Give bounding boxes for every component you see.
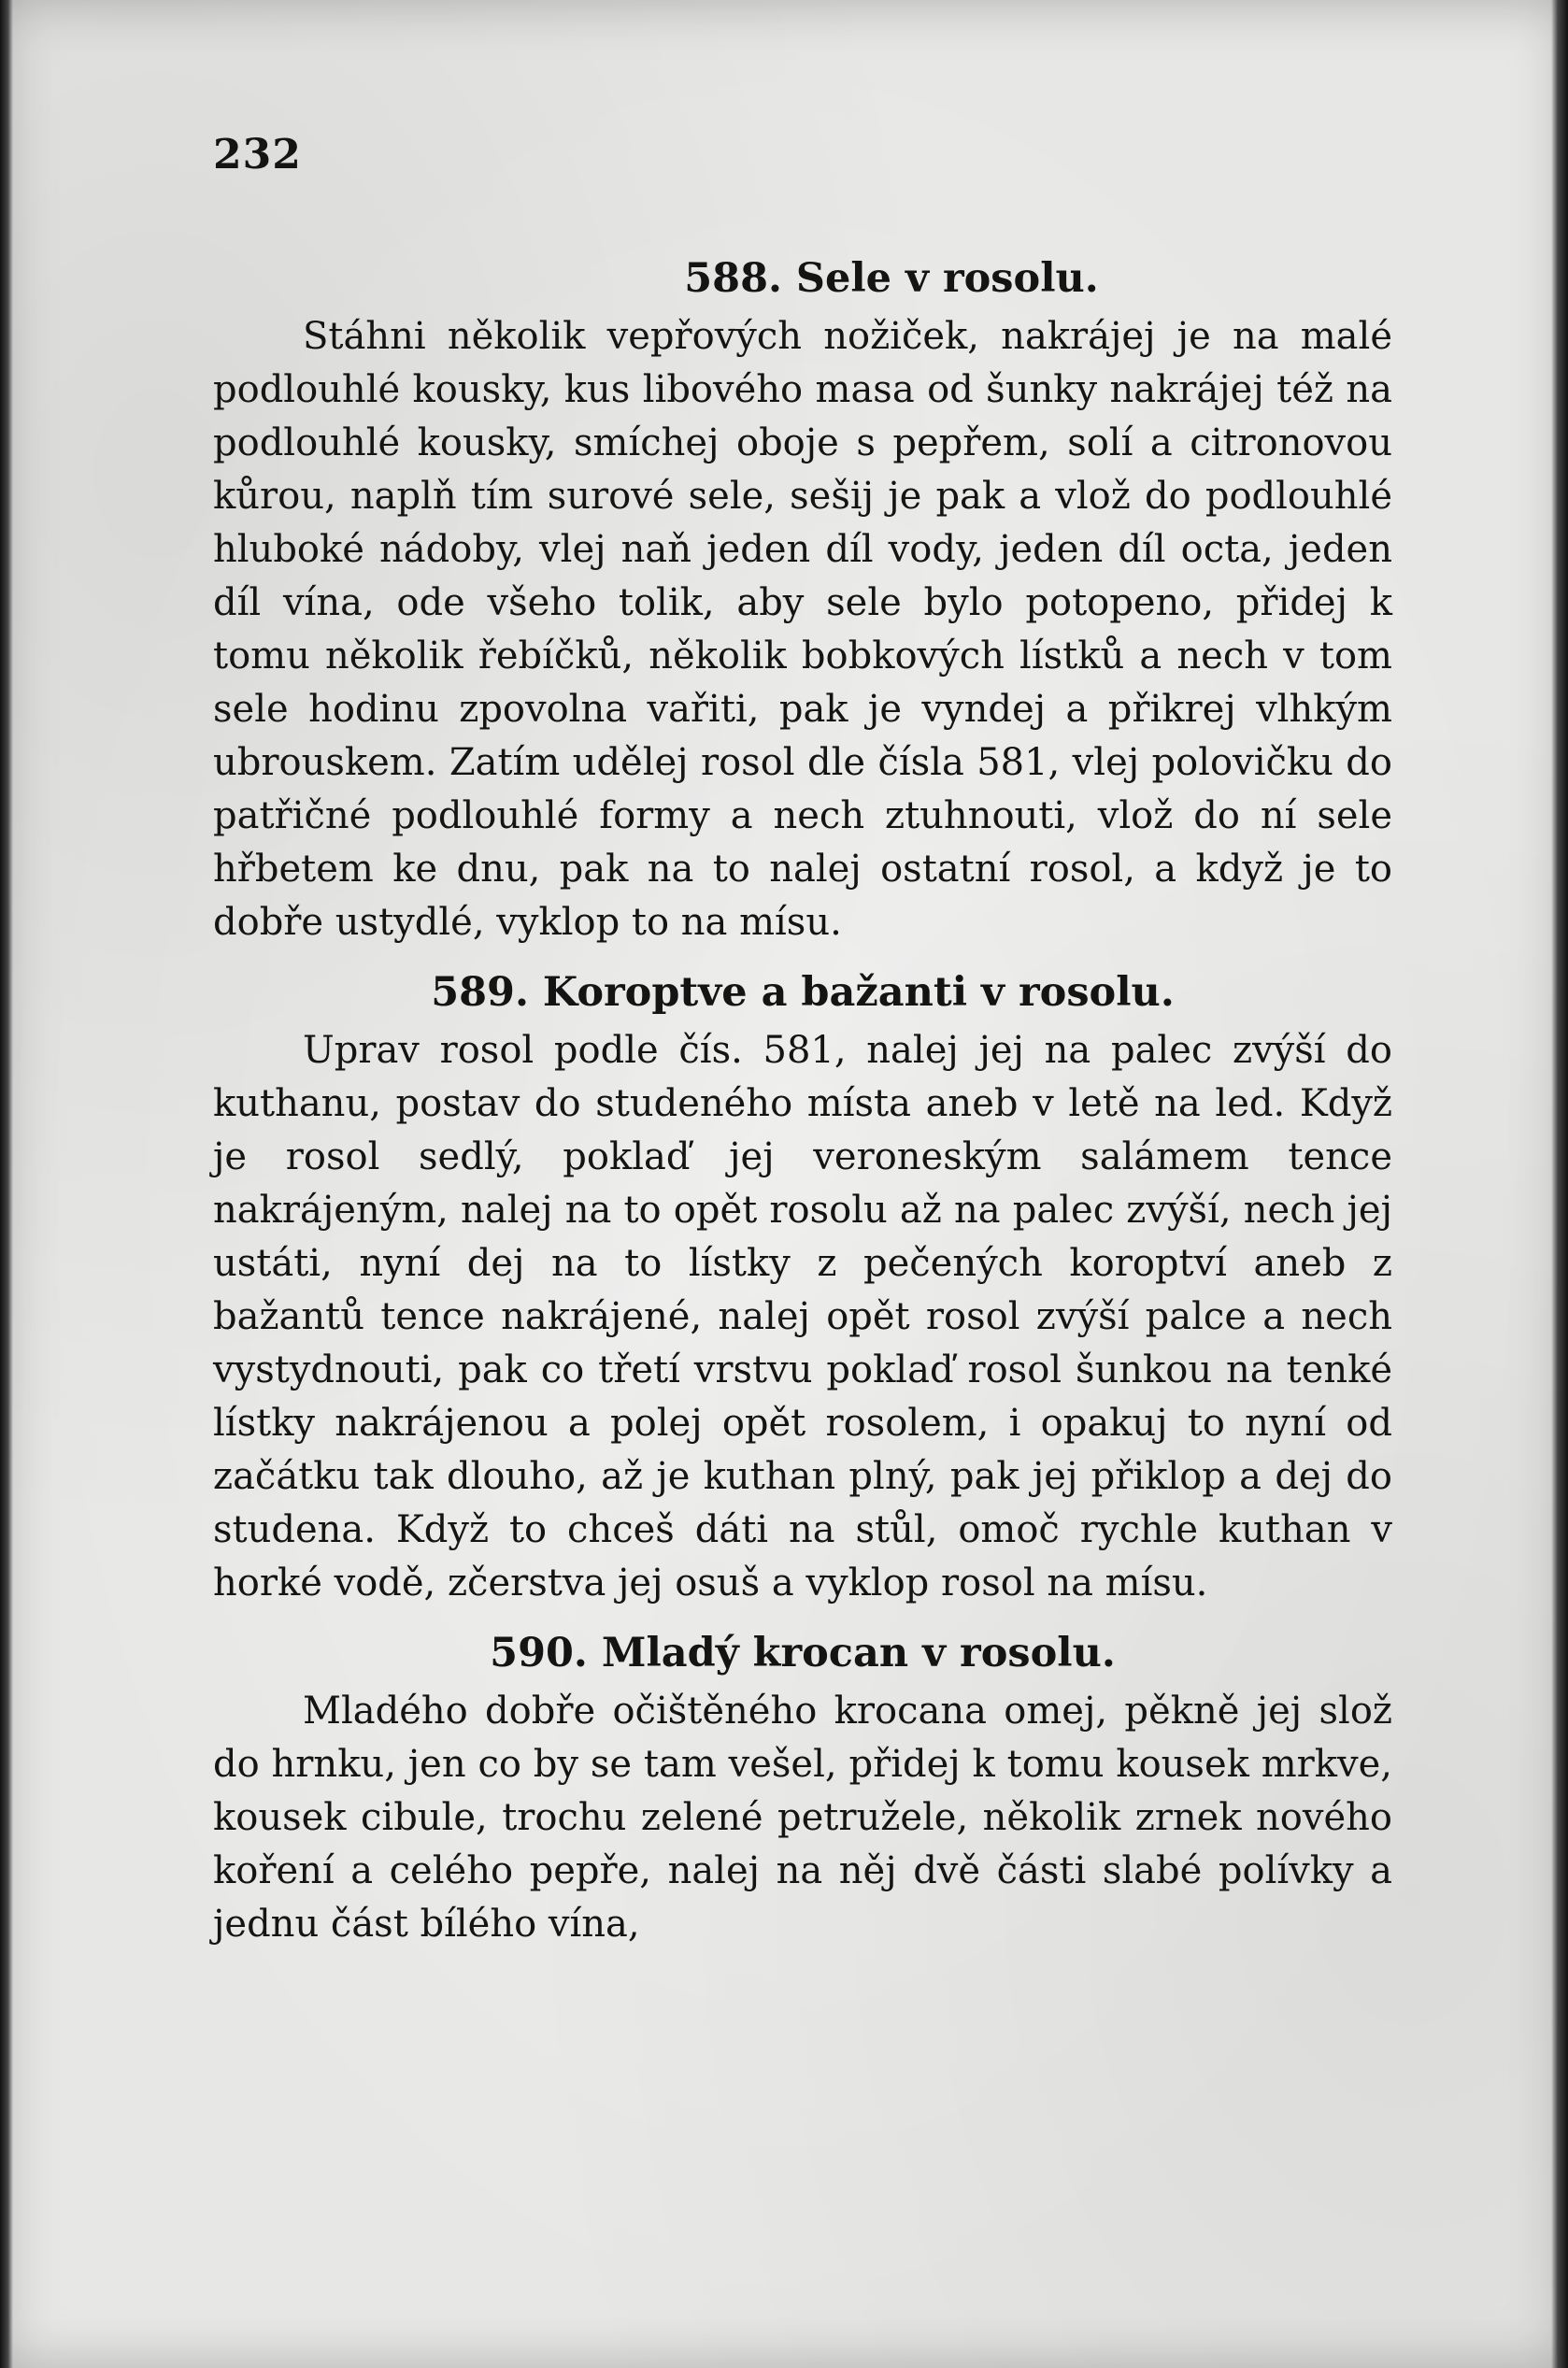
page-edge-shadow-left <box>0 0 13 2368</box>
recipe-589-heading: 589. Koroptve a bažanti v rosolu. <box>431 969 1175 1016</box>
recipe-589-body: Uprav rosol podle čís. 581, nalej jej na palec zvýší do kuthanu, postav do studeného místa aneb v letě na led. Když je rosol sedlý, poklaď jej veroneským salámem tence nakrájeným, nalej na to opět rosolu až na palec zvýší, nech jej ustáti, nyní dej na to lístky z pečených koroptví aneb z bažantů tence nakrájené, nalej opět rosol zvýší palce a nech vystydnouti, pak co třetí vrstvu poklaď rosol šunkou na tenké lístky nakrájenou a polej opět rosolem, i opakuj to nyní od začátku tak dlouho, až je kuthan plný, pak jej přiklop a dej do studena. Když to chceš dáti na stůl, omoč rychle kuthan v horké vodě, zčerstva jej osuš a vyklop rosol na mísu. <box>213 1029 1392 1605</box>
recipe-588-body: Stáhni několik vepřových nožiček, nakrájej je na malé podlouhlé kousky, kus libového masa od šunky nakrájej též na podlouhlé kousky, smíchej oboje s pepřem, solí a citronovou kůrou, naplň tím surové sele, sešij je pak a vlož do podlouhlé hluboké nádoby, vlej naň jeden díl vody, jeden díl octa, jeden díl vína, ode všeho tolik, aby sele bylo potopeno, přidej k tomu několik řebíčků, několik bobkových lístků a nech v tom sele hodinu zpovolna vařiti, pak je vyndej a přikrej vlhkým ubrouskem. Zatím udělej rosol dle čísla 581, vlej polovičku do patřičné podlouhlé formy a nech ztuhnouti, vlož do ní sele hřbetem ke dnu, pak na to nalej ostatní rosol, a když je to dobře ustydlé, vyklop to na mísu. <box>213 315 1392 944</box>
text-block <box>213 252 1392 1951</box>
page-edge-shadow-right <box>1551 0 1568 2368</box>
recipe-590-body: Mladého dobře očištěného krocana omej, pěkně jej slož do hrnku, jen co by se tam vešel, přidej k tomu kousek mrkve, kousek cibule, trochu zelené petružele, několik zrnek nového koření a celého pepře, nalej na něj dvě části slabé polívky a jednu část bílého vína, <box>213 1690 1392 1946</box>
page-number: 232 <box>213 131 302 178</box>
recipe-588-heading: 588. Sele v rosolu. <box>684 255 1099 302</box>
recipe-590-heading: 590. Mladý krocan v rosolu. <box>490 1630 1116 1676</box>
